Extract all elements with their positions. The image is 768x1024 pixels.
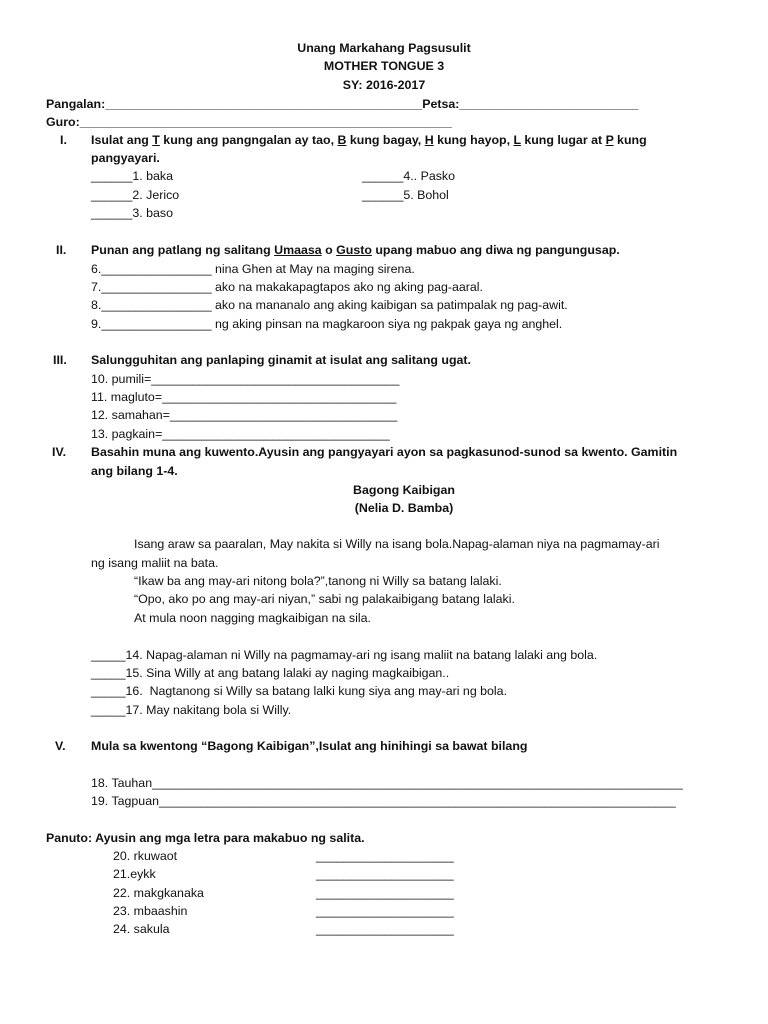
part1-item: ______5. Bohol — [362, 188, 449, 202]
part4-item: _____16. Nagtanong si Willy sa batang lalki kung siya ang may-ari ng bola. — [91, 684, 508, 698]
part4-item: _____17. May nakitang bola si Willy. — [91, 703, 292, 717]
story-line: “Opo, ako po ang may-ari niyan,” sabi ng palakaibigang batang lalaki. — [134, 592, 515, 606]
answer-blank: ____________________ — [316, 922, 454, 936]
answer-blank: ____________________ — [316, 904, 454, 918]
scrambled-word: 20. rkuwaot — [113, 849, 178, 863]
part1-number: I. — [60, 133, 67, 147]
part1-item: ______4.. Pasko — [362, 169, 456, 183]
part2-item: 9.________________ ng aking pinsan na magkaroon siya ng pakpak gaya ng anghel. — [91, 317, 563, 331]
part2-item: 6.________________ nina Ghen at May na maging sirena. — [91, 262, 415, 276]
scrambled-word: 22. makgkanaka — [113, 886, 204, 900]
part2-instruction: Punan ang patlang ng salitang Umaasa o Gusto upang mabuo ang diwa ng pangungusap. — [91, 243, 620, 257]
story-line: ng isang maliit na bata. — [91, 556, 219, 570]
part1-item: ______1. baka — [91, 169, 173, 183]
panuto-instruction: Panuto: Ayusin ang mga letra para makabuo ng salita. — [46, 831, 365, 845]
part4-instruction-line2: ang bilang 1-4. — [91, 464, 178, 478]
part1-instruction-line2: pangyayari. — [91, 151, 160, 165]
story-author: (Nelia D. Bamba) — [354, 501, 454, 515]
part3-item: 12. samahan=_________________________________ — [91, 408, 398, 422]
answer-blank: ____________________ — [316, 886, 454, 900]
part5-item: 19. Tagpuan___________________________________________________________________________ — [91, 794, 676, 808]
part1-item: ______3. baso — [91, 206, 173, 220]
part3-instruction: Salungguhitan ang panlaping ginamit at isulat ang salitang ugat. — [91, 353, 472, 367]
part1-item: ______2. Jerico — [91, 188, 180, 202]
scrambled-word: 24. sakula — [113, 922, 170, 936]
story-line: At mula noon nagging magkaibigan na sila. — [134, 611, 371, 625]
name-date-line: Pangalan:______________________________________________Petsa:__________________________ — [46, 97, 639, 111]
subject-title: MOTHER TONGUE 3 — [323, 59, 445, 73]
answer-blank: ____________________ — [316, 867, 454, 881]
part1-instruction: Isulat ang T kung ang pangngalan ay tao, B kung bagay, H kung hayop, L kung lugar at P kung — [91, 133, 647, 147]
part5-number: V. — [55, 739, 66, 753]
story-line: “Ikaw ba ang may-ari nitong bola?”,tanong ni Willy sa batang lalaki. — [134, 574, 502, 588]
part5-item: 18. Tauhan_____________________________________________________________________________ — [91, 776, 683, 790]
scrambled-word: 21.eykk — [113, 867, 156, 881]
part3-item: 13. pagkain=_________________________________ — [91, 427, 390, 441]
exam-title: Unang Markahang Pagsusulit — [297, 41, 471, 55]
part4-item: _____15. Sina Willy at ang batang lalaki ay naging magkaibigan.. — [91, 666, 450, 680]
teacher-line: Guro:______________________________________________________ — [46, 115, 452, 129]
part3-number: III. — [53, 353, 67, 367]
part4-item: _____14. Napag-alaman ni Willy na pagmamay-ari ng isang maliit na batang lalaki ang bola. — [91, 648, 598, 662]
answer-blank: ____________________ — [316, 849, 454, 863]
part3-item: 11. magluto=__________________________________ — [91, 390, 397, 404]
part4-instruction: Basahin muna ang kuwento.Ayusin ang pangyayari ayon sa pagkasunod-sunod sa kwento. Gamitin — [91, 445, 678, 459]
part4-number: IV. — [52, 445, 67, 459]
part3-item: 10. pumili=____________________________________ — [91, 372, 400, 386]
part2-item: 7.________________ ako na makakapagtapos ako ng aking pag-aaral. — [91, 280, 483, 294]
school-year: SY: 2016-2017 — [342, 78, 426, 92]
part2-item: 8.________________ ako na mananalo ang aking kaibigan sa patimpalak ng pag-awit. — [91, 298, 568, 312]
story-line: Isang araw sa paaralan, May nakita si Willy na isang bola.Napag-alaman niya na pagmamay-ari — [134, 537, 660, 551]
story-title: Bagong Kaibigan — [353, 483, 455, 497]
scrambled-word: 23. mbaashin — [113, 904, 188, 918]
part2-number: II. — [56, 243, 67, 257]
part5-instruction: Mula sa kwentong “Bagong Kaibigan”,Isulat ang hinihingi sa bawat bilang — [91, 739, 528, 753]
